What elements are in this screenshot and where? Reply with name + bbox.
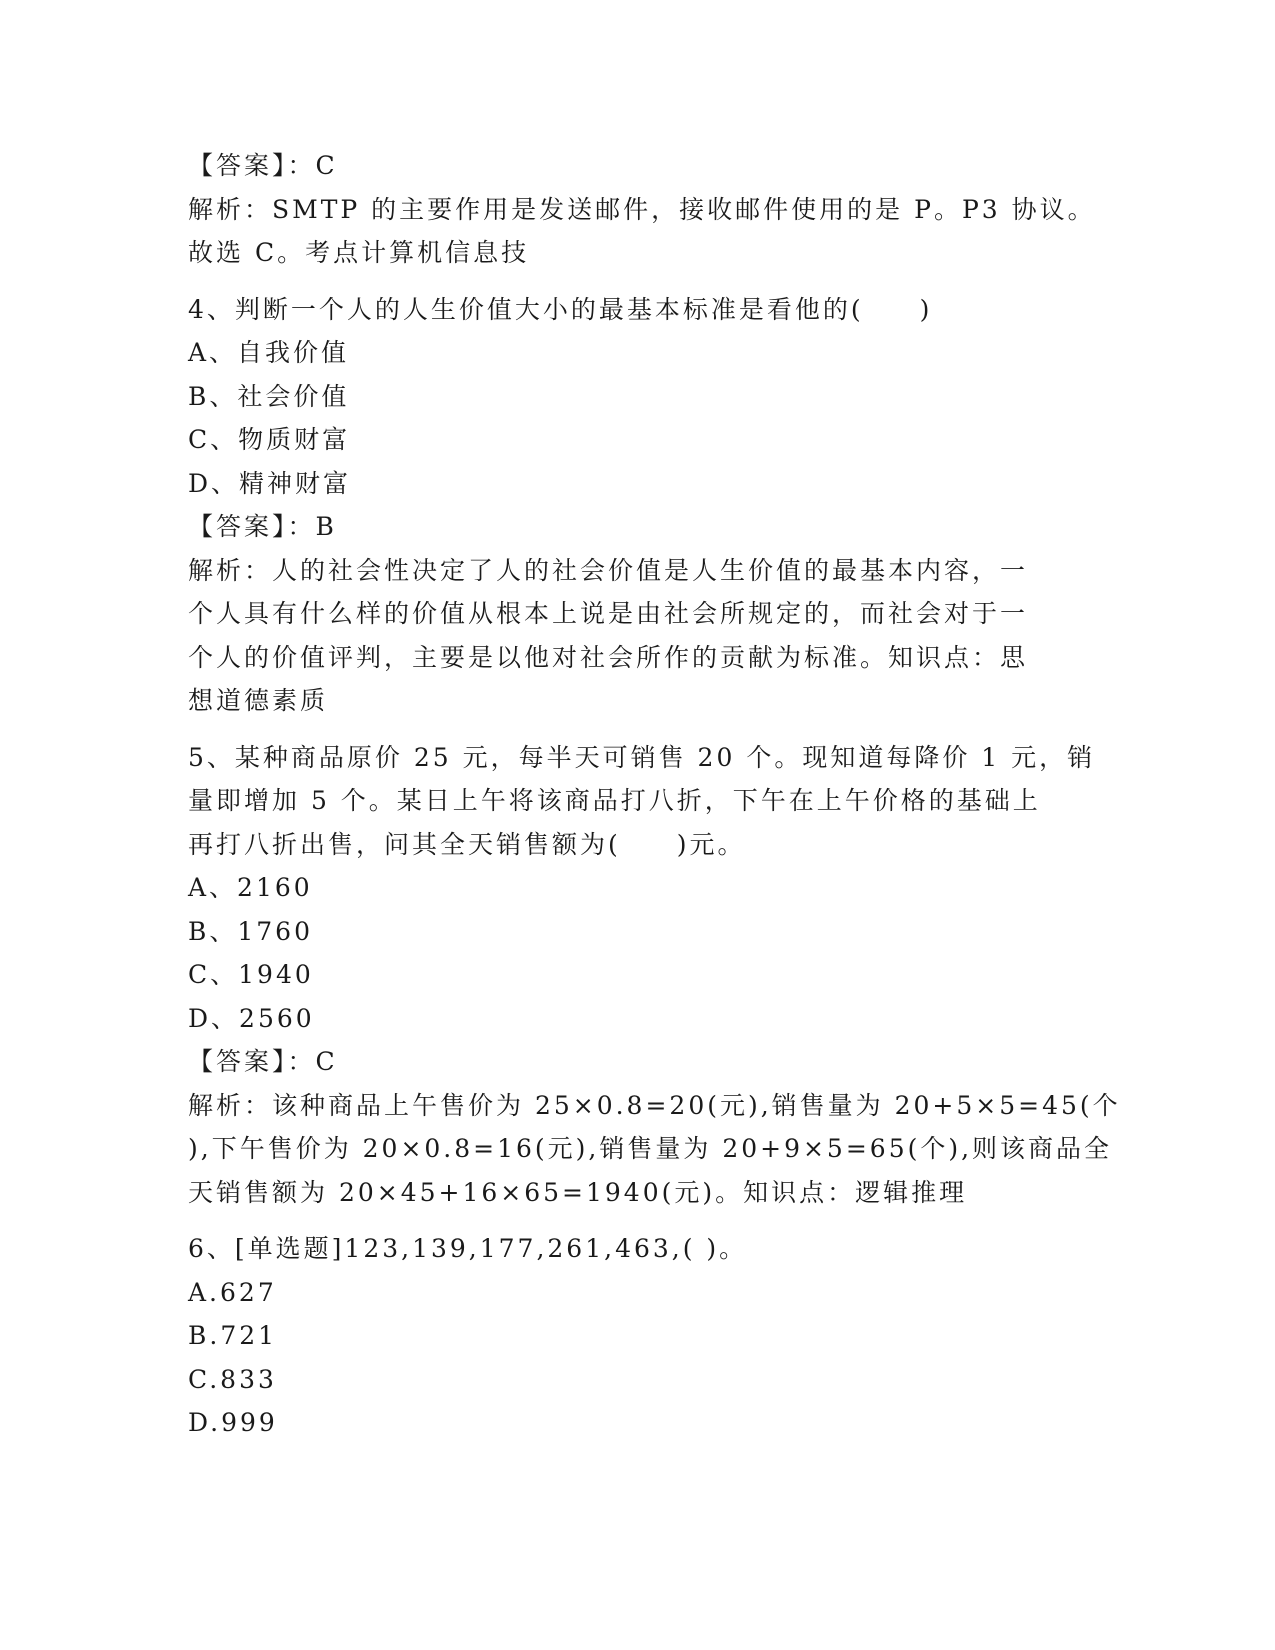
option-c-q4: C、物质财富 (188, 425, 351, 454)
option-d-q4: D、精神财富 (188, 468, 352, 498)
option-b-q4: B、社会价值 (188, 381, 350, 411)
spacer (188, 275, 1088, 288)
analysis-line-q4-2: 个人具有什么样的价值从根本上说是由社会所规定的，而社会对于一 (188, 599, 1029, 628)
analysis-line-q5-1: 解析：该种商品上午售价为 25×0.8=20(元),销售量为 20+5×5=45(个 (188, 1090, 1121, 1120)
option-a-q4: A、自我价值 (188, 338, 350, 367)
question-stem-q6: 6、[单选题]123,139,177,261,463,( )。 (188, 1234, 748, 1263)
page-content (188, 144, 1121, 1445)
analysis-line-q4-1: 解析：人的社会性决定了人的社会价值是人生价值的最基本内容，一 (188, 555, 1029, 585)
question-stem-q5-2: 量即增加 5 个。某日上午将该商品打八折，下午在上午价格的基础上 (188, 786, 1041, 815)
question-stem-q4: 4、判断一个人的人生价值大小的最基本标准是看他的( ) (188, 294, 933, 324)
analysis-line-q3-2: 故选 C。考点计算机信息技 (188, 238, 530, 267)
option-d-q5: D、2560 (188, 1003, 315, 1033)
option-c-q5: C、1940 (188, 960, 314, 989)
answer-label-q3: 【答案】：C (188, 151, 338, 180)
option-b-q5: B、1760 (188, 916, 313, 946)
spacer (188, 723, 1088, 736)
spacer (188, 1214, 1088, 1227)
question-stem-q5-3: 再打八折出售，问其全天销售额为( )元。 (188, 829, 746, 859)
option-d-q6: D.999 (188, 1408, 278, 1437)
analysis-line-q3-1: 解析：SMTP 的主要作用是发送邮件，接收邮件使用的是 P。P3 协议。 (188, 194, 1096, 224)
analysis-line-q5-2: ),下午售价为 20×0.8=16(元),销售量为 20+9×5=65(个),则该商品全 (188, 1134, 1113, 1163)
option-b-q6: B.721 (188, 1321, 278, 1350)
option-a-q6: A.627 (188, 1277, 277, 1307)
question-stem-q5-1: 5、某种商品原价 25 元，每半天可销售 20 个。现知道每降价 1 元，销 (188, 742, 1096, 772)
analysis-line-q4-3: 个人的价值评判，主要是以他对社会所作的贡献为标准。知识点：思 (188, 642, 1029, 672)
option-a-q5: A、2160 (188, 873, 313, 902)
option-c-q6: C.833 (188, 1364, 277, 1394)
answer-label-q5: 【答案】：C (188, 1047, 338, 1076)
answer-label-q4: 【答案】：B (188, 512, 337, 541)
analysis-line-q5-3: 天销售额为 20×45+16×65=1940(元)。知识点：逻辑推理 (188, 1177, 968, 1207)
analysis-line-q4-4: 想道德素质 (188, 686, 329, 715)
